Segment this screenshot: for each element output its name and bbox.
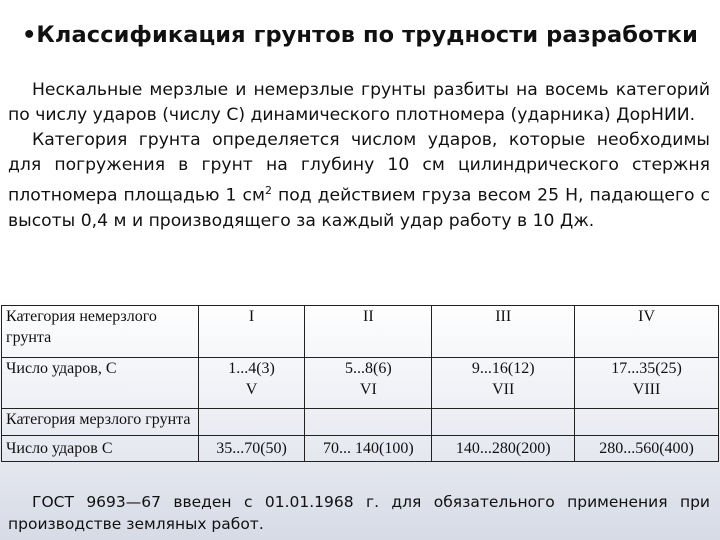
description-text — [8, 78, 710, 234]
table-cell — [432, 409, 575, 435]
table-cell — [198, 357, 305, 409]
table-cell: I — [198, 306, 305, 358]
gost-footnote — [8, 491, 710, 535]
cell-value: 5...8(6) — [345, 359, 392, 377]
table-row — [2, 409, 719, 435]
table-cell — [575, 357, 719, 409]
footnote-text: ГОСТ 9693—67 введен с 01.01.1968 г. для обязательного применения при производстве земляных работ. — [8, 493, 710, 533]
table-cell — [305, 409, 432, 435]
table-cell: 280...560(400) — [575, 435, 719, 461]
table-row — [2, 306, 719, 358]
cell-value: 17...35(25) — [611, 359, 682, 377]
cell-value: V — [245, 380, 258, 398]
paragraph-definition-part1: Категория грунта определяется числом ударов, которые необходимы для погружения в грунт на глубину 10 см цилиндрического стержня плотномера площадью 1 см — [8, 130, 710, 206]
table-cell — [305, 357, 432, 409]
table-cell — [432, 357, 575, 409]
table-cell: III — [432, 306, 575, 358]
unfrozen-category-label: Категория немерзлого грунта — [2, 306, 199, 358]
frozen-blows-label: Число ударов С — [2, 435, 199, 461]
frozen-category-label: Категория мерзлого грунта — [2, 409, 199, 435]
cell-value: 1...4(3) — [228, 359, 275, 377]
table-cell: II — [305, 306, 432, 358]
cell-value: VIII — [632, 380, 661, 398]
paragraph-definition-part2: под действием груза весом 25 Н, падающего с высоты 0,4 м и производящего за каждый удар работу в 10 Дж. — [8, 185, 710, 231]
table-cell: 70... 140(100) — [305, 435, 432, 461]
superscript-2: 2 — [264, 184, 272, 197]
table-row — [2, 435, 719, 461]
unfrozen-blows-label: Число ударов, С — [2, 357, 199, 409]
paragraph-definition — [8, 128, 710, 234]
cell-value: VII — [492, 380, 515, 398]
cell-value: 9...16(12) — [471, 359, 535, 377]
table-cell: 35...70(50) — [198, 435, 305, 461]
cell-value: VI — [359, 380, 377, 398]
table-row — [2, 357, 719, 409]
slide-title: •Классификация грунтов по трудности разработки — [21, 22, 699, 48]
table-cell — [575, 409, 719, 435]
table-cell: 140...280(200) — [432, 435, 575, 461]
table-cell: IV — [575, 306, 719, 358]
soil-category-table — [1, 305, 719, 462]
table-cell — [198, 409, 305, 435]
paragraph-categories: Нескальные мерзлые и немерзлые грунты разбиты на восемь категорий по числу ударов (числу С) динамического плотномера (ударника) ДорНИИ. — [8, 80, 710, 125]
